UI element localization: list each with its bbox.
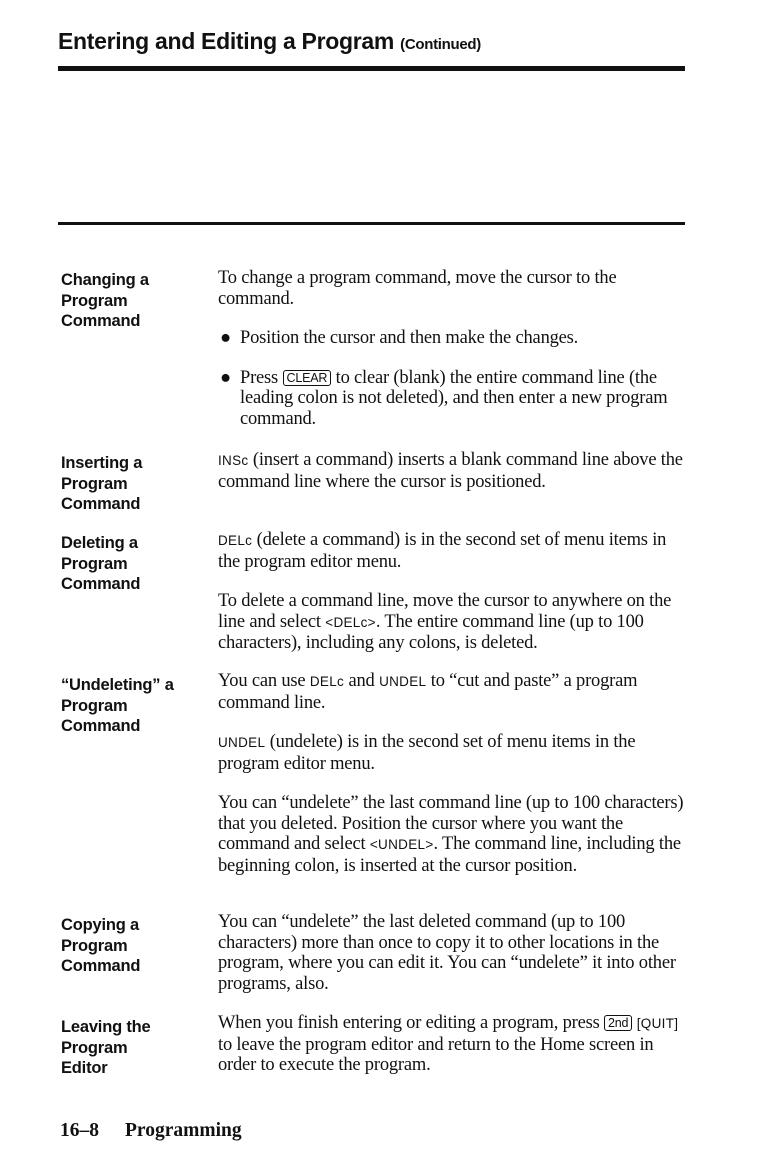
- page-footer: [60, 1120, 242, 1142]
- section-label-copying: Copying a Program Command: [61, 916, 141, 975]
- section-body-deleting: [218, 530, 690, 654]
- section-body-undeleting: [218, 671, 690, 876]
- changing-bullet-2: ● Press CLEAR to clear (blank) the entire command line (the leading colon is not deleted), and then enter a new program command.: [220, 367, 668, 429]
- section-body-inserting: [218, 450, 690, 492]
- clear-key: CLEAR: [283, 370, 332, 386]
- page-number: 16–8: [60, 1120, 99, 1141]
- deleting-para-2: To delete a command line, move the cursor to anywhere on the line and select <DELc>. The entire command line (up to 100 characters), including any colons, is deleted.: [218, 591, 672, 653]
- undel-term: UNDEL: [379, 674, 427, 689]
- delc-select-term: <DELc>: [325, 614, 376, 630]
- bullet-icon: ●: [220, 328, 231, 348]
- 2nd-key: 2nd: [604, 1015, 632, 1031]
- copying-text: You can “undelete” the last deleted command (up to 100 characters) more than once to copy it to other locations in the program, where you can edit it. You can “undelete” it into other programs, also.: [218, 912, 676, 994]
- insc-term: INSc: [218, 453, 249, 468]
- section-body-changing: [218, 268, 690, 429]
- section-label-undeleting: “Undeleting” a Program Command: [61, 676, 174, 735]
- page-title: [58, 28, 481, 55]
- delc-term-2: DELc: [309, 674, 345, 689]
- undeleting-para-2: UNDEL (undelete) is in the second set of menu items in the program editor menu.: [218, 732, 636, 774]
- changing-bullet-1: ● Position the cursor and then make the changes.: [220, 328, 579, 348]
- section-body-copying: [218, 912, 690, 994]
- undel-term-2: UNDEL: [218, 735, 266, 750]
- section-body-leaving: [218, 1013, 690, 1076]
- header-rule: [58, 66, 685, 71]
- delc-term: DELc: [218, 533, 253, 548]
- bullet-icon: ●: [220, 367, 231, 388]
- section-label-deleting: Deleting a Program Command: [61, 534, 141, 593]
- section-label-inserting: Inserting a Program Command: [61, 454, 143, 513]
- section-label-changing: Changing a Program Command: [61, 271, 149, 330]
- leaving-text: When you finish entering or editing a program, press 2nd [QUIT] to leave the program editor and return to the Home screen in order to execute the program.: [218, 1013, 679, 1075]
- undel-select-term: <UNDEL>: [369, 837, 434, 852]
- undeleting-para-1: You can use DELc and UNDEL to “cut and paste” a program command line.: [218, 671, 638, 713]
- undeleting-para-3: You can “undelete” the last command line (up to 100 characters) that you deleted. Position the cursor where you want the command and select <UNDEL>. The command line, including the beginning colon, is inserted at the cursor position.: [218, 793, 684, 876]
- changing-intro: To change a program command, move the cursor to the command.: [218, 268, 617, 309]
- quit-key-label: [QUIT]: [636, 1016, 679, 1031]
- continued-label: (Continued): [400, 36, 481, 53]
- section-rule: [58, 222, 685, 225]
- chapter-name: Programming: [125, 1120, 242, 1141]
- deleting-para-1: DELc (delete a command) is in the second set of menu items in the program editor menu.: [218, 530, 667, 572]
- inserting-text: INSc (insert a command) inserts a blank command line above the command line where the cursor is positioned.: [218, 450, 683, 492]
- section-label-leaving: Leaving the Program Editor: [61, 1018, 151, 1077]
- title-text: Entering and Editing a Program: [58, 28, 395, 54]
